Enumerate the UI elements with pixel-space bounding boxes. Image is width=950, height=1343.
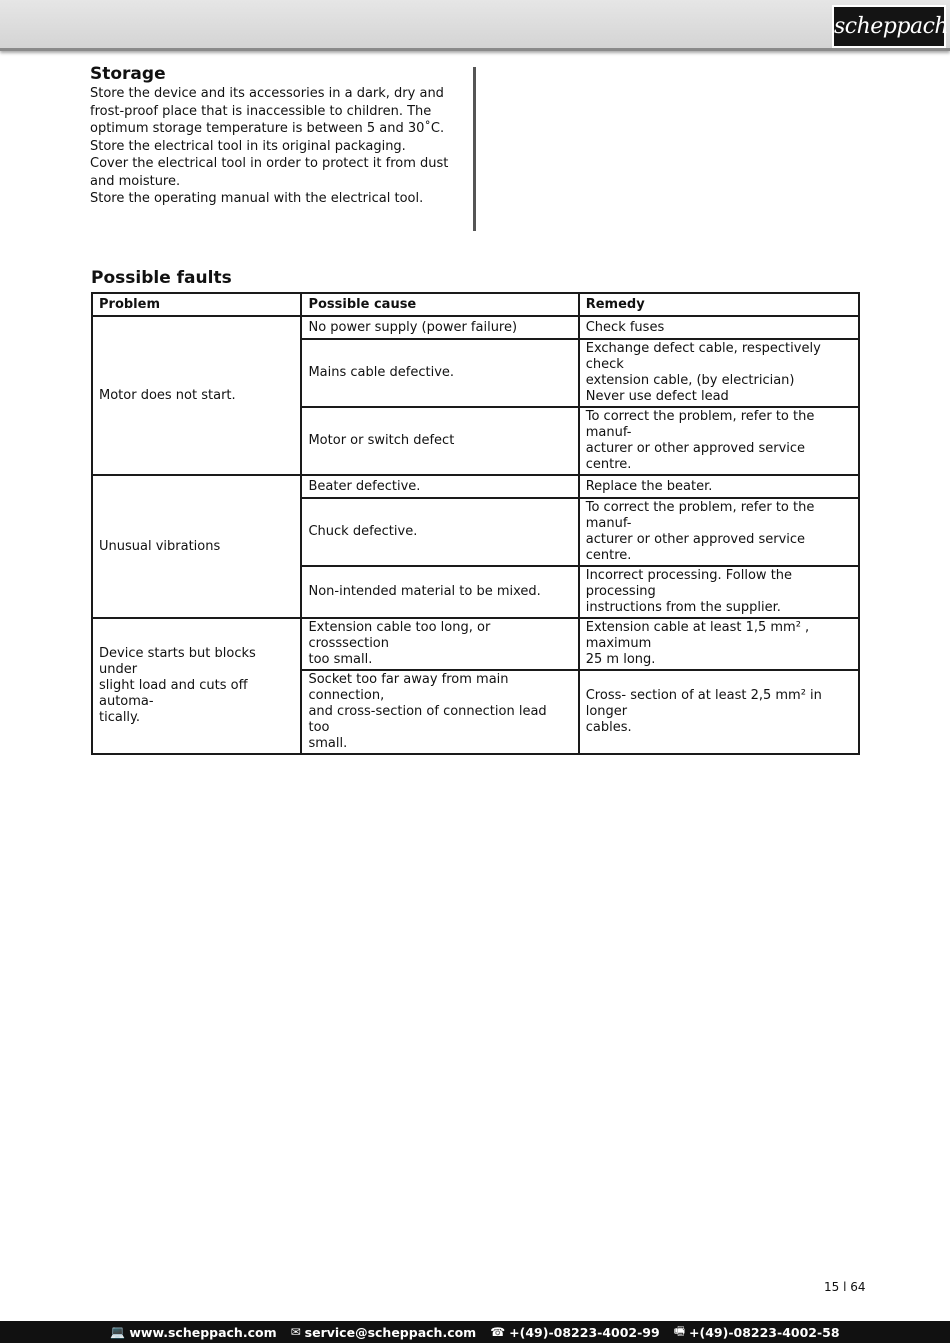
storage-line: optimum storage temperature is between 5 and 30˚C.: [90, 121, 445, 136]
cause-cell: Mains cable defective.: [301, 339, 578, 407]
column-divider: [473, 67, 476, 231]
page-number: 15 l 64: [824, 1280, 866, 1294]
storage-line: Store the device and its accessories in a dark, dry and: [90, 86, 444, 101]
header-band: [0, 0, 950, 51]
footer-bar: [0, 1321, 950, 1343]
cause-cell: Extension cable too long, or crosssection too small.: [301, 618, 578, 670]
table-row: [92, 475, 859, 498]
table-header-row: [92, 293, 859, 316]
cause-cell: Beater defective.: [301, 475, 578, 498]
footer-mail[interactable]: [291, 1325, 477, 1340]
header-problem: Problem: [92, 293, 301, 316]
header-cause: Possible cause: [301, 293, 578, 316]
faults-title: Possible faults: [91, 268, 232, 288]
storage-title: Storage: [90, 64, 166, 84]
faults-table: [91, 292, 860, 755]
remedy-cell: To correct the problem, refer to the manuf- acturer or other approved service centre.: [579, 407, 859, 475]
problem-cell: Motor does not start.: [92, 316, 301, 475]
problem-cell: Unusual vibrations: [92, 475, 301, 618]
fax-number: +(49)-08223-4002-58: [689, 1324, 840, 1340]
remedy-cell: Incorrect processing. Follow the processing instructions from the supplier.: [579, 566, 859, 618]
storage-line: frost-proof place that is inaccessible to children. The: [90, 103, 432, 119]
laptop-icon: 💻: [110, 1325, 126, 1339]
remedy-cell: Cross- section of at least 2,5 mm² in longer cables.: [579, 670, 859, 754]
fax-icon: 🖷: [673, 1323, 686, 1338]
cause-cell: Chuck defective.: [301, 498, 578, 566]
cause-cell: Motor or switch defect: [301, 407, 578, 475]
envelope-icon: ✉: [290, 1325, 301, 1339]
cause-cell: No power supply (power failure): [301, 316, 578, 339]
scheppach-logo: scheppach: [832, 5, 946, 48]
cause-cell: Non-intended material to be mixed.: [301, 566, 578, 618]
remedy-cell: Replace the beater.: [579, 475, 859, 498]
problem-cell: Device starts but blocks under slight load and cuts off automa- tically.: [92, 618, 301, 754]
remedy-cell: To correct the problem, refer to the manuf- acturer or other approved service centre.: [579, 498, 859, 566]
storage-line: Cover the electrical tool in order to protect it from dust: [90, 156, 449, 171]
storage-section: [90, 64, 460, 208]
table-row: [92, 316, 859, 339]
website-link[interactable]: www.scheppach.com: [129, 1324, 277, 1340]
remedy-cell: Extension cable at least 1,5 mm² , maximum 25 m long.: [579, 618, 859, 670]
footer-fax: [674, 1322, 840, 1343]
storage-line: Store the operating manual with the electrical tool.: [90, 191, 424, 206]
cause-cell: Socket too far away from main connection, and cross-section of connection lead too small.: [301, 670, 578, 754]
table-row: [92, 618, 859, 670]
storage-text: [90, 85, 460, 208]
storage-line: Store the electrical tool in its original packaging.: [90, 138, 406, 154]
footer-phone: [490, 1325, 659, 1340]
remedy-cell: Exchange defect cable, respectively check extension cable, (by electrician) Never use defect lead: [579, 339, 859, 407]
email-link[interactable]: service@scheppach.com: [304, 1324, 477, 1340]
phone-number: +(49)-08223-4002-99: [509, 1324, 660, 1340]
remedy-cell: Check fuses: [579, 316, 859, 339]
phone-icon: ☎: [490, 1325, 506, 1339]
storage-line: and moisture.: [90, 173, 181, 189]
footer-web[interactable]: [110, 1325, 276, 1340]
header-remedy: Remedy: [579, 293, 859, 316]
